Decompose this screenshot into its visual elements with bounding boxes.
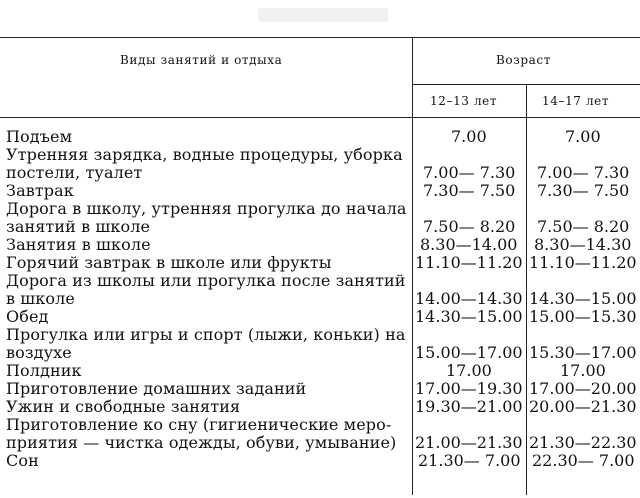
time-14-17: 14.30—15.00	[529, 289, 637, 308]
time-14-17: 7.30— 7.50	[537, 181, 630, 200]
time-12-13: 11.10—11.20	[415, 253, 523, 272]
activity-text: воздухе	[6, 343, 72, 362]
time-14-17: 21.30—22.30	[529, 433, 637, 452]
activity-text: постели, туалет	[6, 163, 143, 182]
time-12-13: 19.30—21.00	[415, 397, 523, 416]
activity-text: Приготовление ко сну (гигиенические меро-	[6, 415, 392, 434]
activity-column-header: Виды занятий и отдыха	[120, 53, 283, 67]
time-14-17: 7.00— 7.30	[537, 163, 630, 182]
activity-text: Обед	[6, 307, 49, 326]
time-12-13: 8.30—14.00	[420, 235, 518, 254]
age-column-header: Возраст	[496, 53, 551, 67]
table-top-rule	[0, 37, 640, 38]
age-column-divider	[526, 84, 527, 495]
time-12-13: 21.30— 7.00	[418, 451, 521, 470]
age-group-12-13-header: 12–13 лет	[430, 94, 498, 108]
activity-text: Занятия в школе	[6, 235, 151, 254]
time-14-17: 15.00—15.30	[529, 307, 637, 326]
time-14-17: 17.00—20.00	[529, 379, 637, 398]
activity-text: Подъем	[6, 127, 73, 146]
time-12-13: 17.00—19.30	[415, 379, 523, 398]
activity-text: Горячий завтрак в школе или фрукты	[6, 253, 332, 272]
activity-column-divider	[412, 37, 413, 495]
faded-header-mark	[258, 8, 388, 22]
activity-text: Завтрак	[6, 181, 74, 200]
activity-text: приятия — чистка одежды, обуви, умывание)	[6, 433, 397, 452]
activity-text: Дорога из школы или прогулка после занятий	[6, 271, 406, 290]
time-12-13: 7.30— 7.50	[423, 181, 516, 200]
activity-text: Дорога в школу, утренняя прогулка до начала	[6, 199, 407, 218]
time-14-17: 11.10—11.20	[529, 253, 637, 272]
time-12-13: 15.00—17.00	[415, 343, 523, 362]
header-bottom-rule	[0, 117, 640, 118]
time-14-17: 20.00—21.30	[529, 397, 637, 416]
time-14-17: 7.50— 8.20	[537, 217, 630, 236]
time-12-13: 7.50— 8.20	[423, 217, 516, 236]
activity-text: Прогулка или игры и спорт (лыжи, коньки) на	[6, 325, 406, 344]
time-12-13: 14.30—15.00	[415, 307, 523, 326]
time-14-17: 7.00	[565, 127, 601, 146]
time-12-13: 7.00— 7.30	[423, 163, 516, 182]
activity-text: Сон	[6, 451, 39, 470]
activity-text: Утренняя зарядка, водные процедуры, уборка	[6, 145, 403, 164]
time-12-13: 21.00—21.30	[415, 433, 523, 452]
time-12-13: 17.00	[446, 361, 492, 380]
time-14-17: 17.00	[560, 361, 606, 380]
time-12-13: 7.00	[451, 127, 487, 146]
time-14-17: 8.30—14.30	[534, 235, 632, 254]
time-12-13: 14.00—14.30	[415, 289, 523, 308]
activity-text: занятий в школе	[6, 217, 151, 236]
activity-text: Полдник	[6, 361, 82, 380]
activity-text: Ужин и свободные занятия	[6, 397, 241, 416]
time-14-17: 15.30—17.00	[529, 343, 637, 362]
activity-text: Приготовление домашних заданий	[6, 379, 307, 398]
activity-text: в школе	[6, 289, 75, 308]
time-14-17: 22.30— 7.00	[532, 451, 635, 470]
age-group-14-17-header: 14–17 лет	[542, 94, 610, 108]
